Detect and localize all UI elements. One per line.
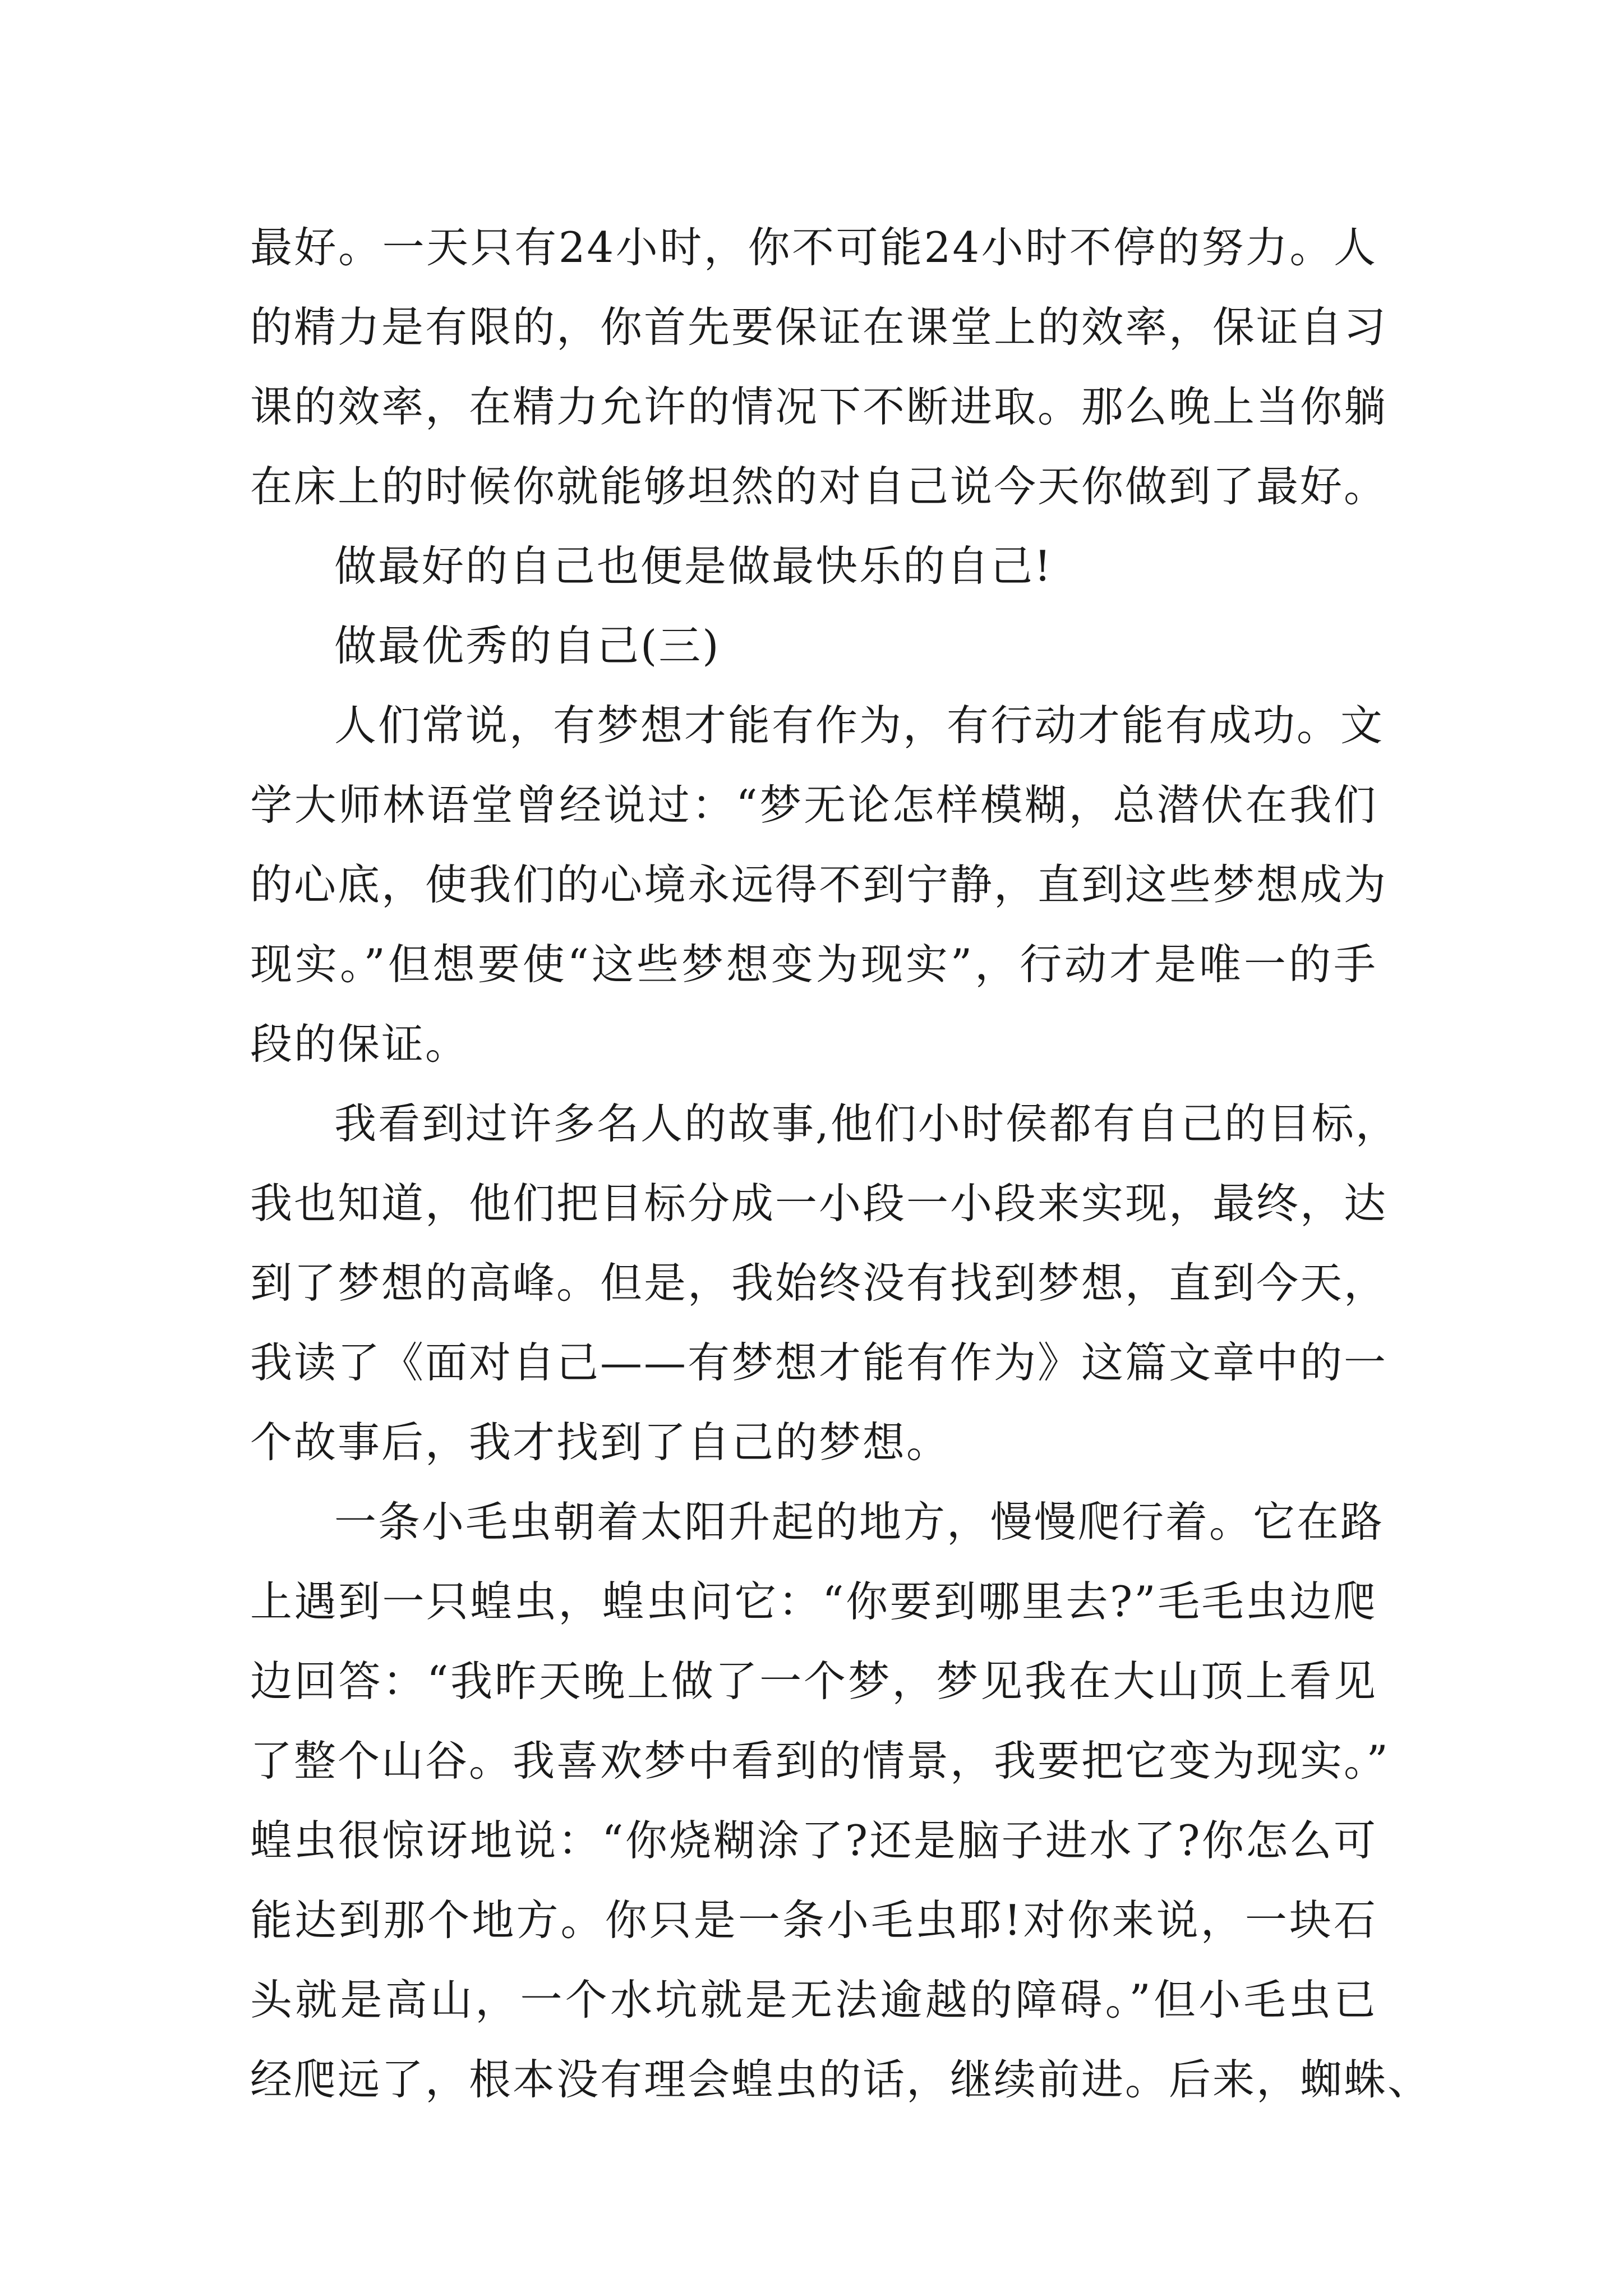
- text-line: 段的保证。: [250, 1019, 469, 1069]
- text-line: 到了梦想的高峰。但是，我始终没有找到梦想，直到今天，: [250, 1258, 1388, 1308]
- text-line: 做最优秀的自己(三): [334, 621, 721, 670]
- text-line: 现实。”但想要使“这些梦想变为现实”，行动才是唯一的手: [250, 940, 1377, 989]
- text-line: 个故事后，我才找到了自己的梦想。: [250, 1418, 951, 1467]
- text-line: 了整个山谷。我喜欢梦中看到的情景，我要把它变为现实。”: [250, 1736, 1390, 1786]
- text-line: 能达到那个地方。你只是一条小毛虫耶!对你来说，一块石: [250, 1895, 1377, 1945]
- text-line: 人们常说，有梦想才能有作为，有行动才能有成功。文: [334, 701, 1385, 750]
- text-line: 上遇到一只蝗虫，蝗虫问它：“你要到哪里去?”毛毛虫边爬: [250, 1577, 1377, 1626]
- text-line: 学大师林语堂曾经说过：“梦无论怎样模糊，总潜伏在我们: [250, 780, 1377, 830]
- text-line: 的心底，使我们的心境永远得不到宁静，直到这些梦想成为: [250, 860, 1388, 909]
- text-line: 我看到过许多名人的故事,他们小时侯都有自己的目标，: [334, 1099, 1399, 1148]
- text-line: 的精力是有限的，你首先要保证在课堂上的效率，保证自习: [250, 302, 1388, 352]
- text-line: 我读了《面对自己——有梦想才能有作为》这篇文章中的一: [250, 1338, 1388, 1387]
- text-line: 最好。一天只有24小时，你不可能24小时不停的努力。人: [250, 223, 1377, 272]
- document-body: [250, 208, 1432, 2119]
- text-line: 一条小毛虫朝着太阳升起的地方，慢慢爬行着。它在路: [334, 1497, 1385, 1547]
- text-line: 课的效率，在精力允许的情况下不断进取。那么晚上当你躺: [250, 382, 1388, 431]
- text-line: 经爬远了，根本没有理会蝗虫的话，继续前进。后来，蜘蛛、: [250, 2055, 1432, 2104]
- text-line: 做最好的自己也便是做最快乐的自己!: [334, 541, 1053, 591]
- text-line: 我也知道，他们把目标分成一小段一小段来实现，最终，达: [250, 1179, 1388, 1228]
- text-line: 头就是高山，一个水坑就是无法逾越的障碍。”但小毛虫已: [250, 1975, 1377, 2024]
- text-line: 在床上的时候你就能够坦然的对自己说今天你做到了最好。: [250, 462, 1388, 511]
- text-line: 蝗虫很惊讶地说：“你烧糊涂了?还是脑子进水了?你怎么可: [250, 1816, 1377, 1865]
- text-line: 边回答：“我昨天晚上做了一个梦，梦见我在大山顶上看见: [250, 1657, 1377, 1706]
